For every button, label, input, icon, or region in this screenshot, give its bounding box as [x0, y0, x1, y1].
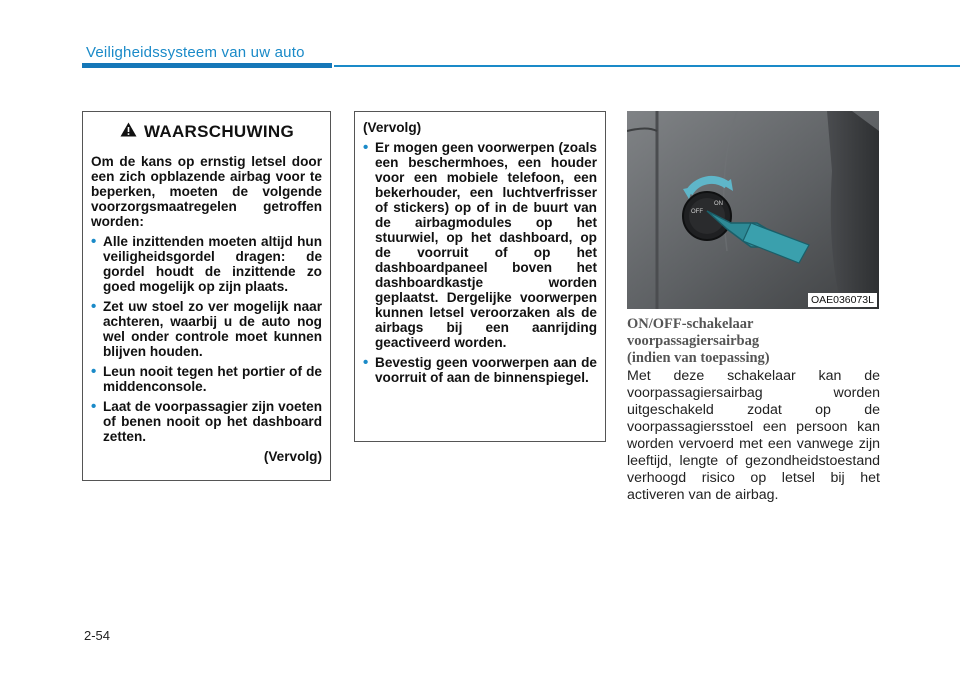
caption-heading: ON/OFF-schakelaar voorpassagiersairbag (indien van toepassing)	[627, 316, 770, 366]
list-item: • Laat de voorpassagier zijn voeten of benen nooit op het dashboard zetten.	[91, 398, 322, 444]
list-item: • Er mogen geen voorwerpen (zoals een beschermhoes, een houder voor een mobiele telefoon, een bekerhouder, een luchtverfrisser of stickers) op of in de buurt van de airbagmodules op het stuurwiel, op het dashboard, op de voorruit of op het dashboardpaneel boven het dashboardkastje worden geplaatst. Dergelijke voorwerpen kunnen letsel veroorzaken als de airbags bij een aanrijding geactiveerd worden.	[363, 139, 597, 350]
switch-on-label: ON	[714, 201, 723, 207]
airbag-switch-photo	[627, 111, 879, 309]
warning-intro: Om de kans op ernstig letsel door een zich opblazende airbag voor te beperken, moeten de volgende voorzorgsmaatregelen getroffen worden:	[91, 154, 322, 229]
section-title: Veiligheidssysteem van uw auto	[86, 44, 305, 61]
bullet-icon: •	[363, 354, 369, 371]
bullet-icon: •	[91, 298, 97, 315]
warning-title: WAARSCHUWING	[144, 122, 294, 141]
caption-body: Met deze schakelaar kan de voorpassagiersairbag worden uitgeschakeld zodat op de voorpassagiersstoel een persoon kan worden vervoerd met een vanwege zijn leeftijd, lengte of gezondheidstoestand verhoogd risico op letsel bij het activeren van de airbag.	[627, 368, 880, 503]
figure-code: OAE036073L	[808, 293, 877, 307]
list-item: • Alle inzittenden moeten altijd hun veiligheidsgordel dragen: de gordel houdt de inzittende zo goed mogelijk op zijn plaats.	[91, 233, 322, 294]
list-item: • Leun nooit tegen het portier of de middenconsole.	[91, 363, 322, 394]
warning-list	[91, 234, 322, 444]
bullet-icon: •	[91, 363, 97, 380]
header-rule-light	[334, 65, 960, 67]
warning-box	[82, 111, 331, 481]
warning-body	[91, 154, 322, 464]
bullet-icon: •	[91, 398, 97, 415]
bullet-icon: •	[363, 139, 369, 156]
continuation-body	[363, 120, 597, 390]
continuation-heading: (Vervolg)	[363, 120, 422, 135]
continued-label: (Vervolg)	[263, 449, 322, 464]
list-item: • Bevestig geen voorwerpen aan de voorruit of aan de binnenspiegel.	[363, 354, 597, 385]
warning-header	[103, 116, 311, 148]
airbag-switch-illustration	[627, 111, 879, 309]
continuation-box	[354, 111, 606, 442]
list-item: • Zet uw stoel zo ver mogelijk naar achteren, waarbij u de auto nog wel onder controle moet kunnen blijven houden.	[91, 298, 322, 359]
header-rule-dark	[82, 63, 332, 68]
continuation-list	[363, 140, 597, 385]
switch-off-label: OFF	[691, 209, 703, 215]
page-number: 2-54	[84, 628, 111, 643]
bullet-icon: •	[91, 233, 97, 250]
warning-triangle-icon	[120, 122, 137, 142]
